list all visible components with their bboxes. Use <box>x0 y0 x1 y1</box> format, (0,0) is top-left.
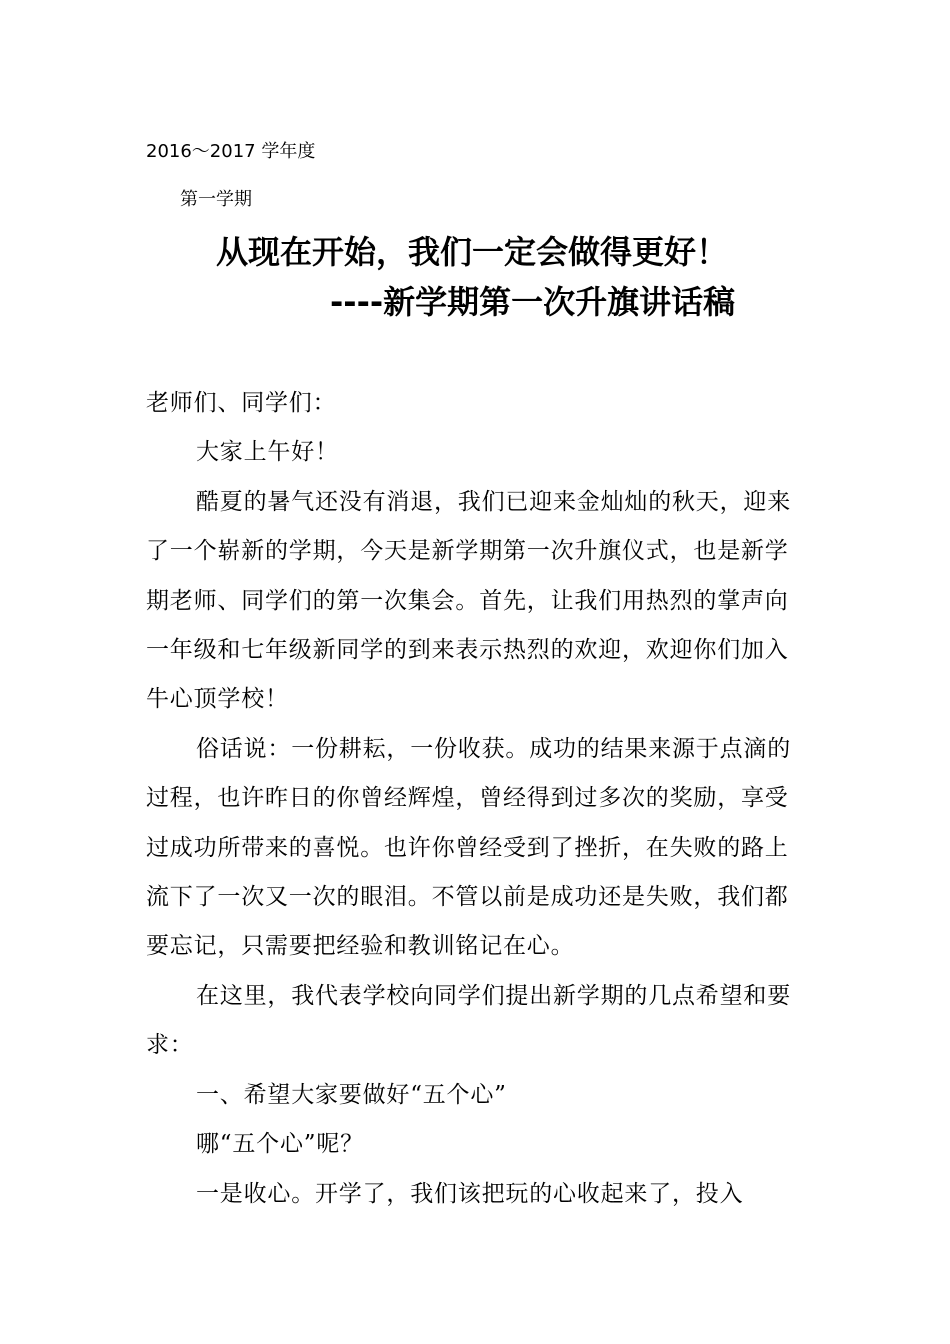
section-heading-five-hearts: 一、希望大家要做好“五个心” <box>196 1081 507 1108</box>
welcome-paragraph: 酷夏的暑气还没有消退，我们已迎来金灿灿的秋天，迎来了一个崭新的学期，今天是新学期第一次升旗仪式，也是新学期老师、同学们的第一次集会。首先，让我们用热烈的掌声向一年级和七年级新同学的到来表示热烈的欢迎，欢迎你们加入牛心顶学校！ <box>146 488 791 713</box>
speech-subtitle: ----新学期第一次升旗讲话稿 <box>330 283 736 321</box>
semester-label: 第一学期 <box>180 189 252 210</box>
school-year: 2016～2017 学年度 <box>146 141 316 162</box>
speech-body <box>146 379 806 1219</box>
proverb-paragraph: 俗话说：一份耕耘，一份收获。成功的结果来源于点滴的过程，也许昨日的你曾经辉煌，曾经得到过多次的奖励，享受过成功所带来的喜悦。也许你曾经受到了挫折，在失败的路上流下了一次又一次的眼泪。不管以前是成功还是失败，我们都要忘记，只需要把经验和教训铭记在心。 <box>146 735 791 960</box>
greeting-paragraph: 大家上午好！ <box>196 439 339 466</box>
salutation: 老师们、同学们： <box>146 390 337 416</box>
requirements-intro-paragraph: 在这里，我代表学校向同学们提出新学期的几点希望和要求： <box>146 982 791 1059</box>
question-paragraph: 哪“五个心”呢？ <box>196 1131 364 1158</box>
first-heart-paragraph: 一是收心。开学了，我们该把玩的心收起来了，投入 <box>196 1180 744 1207</box>
speech-title: 从现在开始，我们一定会做得更好！ <box>216 233 729 271</box>
